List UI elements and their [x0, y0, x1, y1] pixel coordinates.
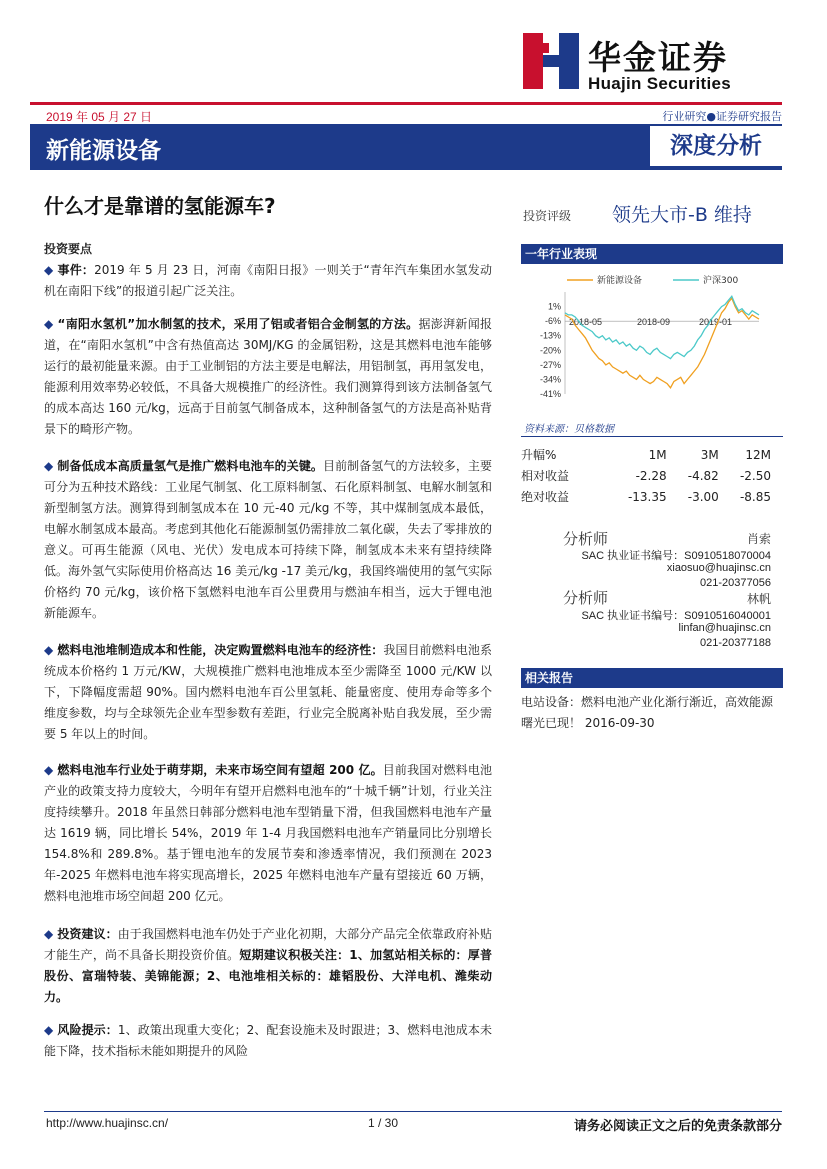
table-header-cell: 升幅%	[521, 448, 557, 462]
table-header-row	[521, 444, 771, 465]
report-category: 行业研究●证券研究报告	[662, 110, 782, 123]
analyst-phone: 021-20377056	[700, 577, 771, 589]
diamond-bullet-icon: ◆	[44, 459, 54, 473]
related-heading: 相关报告	[521, 668, 783, 688]
y-tick-label: -6%	[544, 316, 561, 327]
table-cell: -4.82	[687, 468, 719, 483]
header-divider	[30, 102, 782, 105]
performance-table	[521, 444, 771, 507]
y-tick-label: -34%	[539, 374, 561, 385]
table-header-cell: 1M	[648, 447, 667, 462]
series-line	[565, 296, 759, 358]
x-tick-label: 2019-01	[699, 317, 733, 328]
legend-label: 沪深300	[703, 276, 739, 286]
diamond-bullet-icon: ◆	[44, 1023, 54, 1037]
analyst-label: 分析师	[563, 589, 609, 607]
page-number: 1 / 30	[368, 1116, 399, 1130]
footer-disclaimer: 请务必阅读正文之后的免责条款部分	[573, 1119, 782, 1134]
diamond-bullet-icon: ◆	[44, 317, 54, 331]
analyst-name: 肖索	[746, 532, 771, 546]
huajin-logo-icon	[523, 33, 579, 89]
report-date: 2019 年 05 月 27 日	[46, 110, 153, 124]
x-tick-label: 2018-09	[637, 317, 671, 328]
analyst-sac: SAC 执业证书编号：S0910516040001	[581, 610, 771, 622]
report-title: 什么才是靠谱的氢能源车?	[44, 194, 276, 218]
table-row	[521, 465, 771, 486]
key-point-water-hydrogen: ◆ “南阳水氢机”加水制氢的技术，采用了铝或者铝合金制氢的方法。据澎湃新闻报道，在“南阳水氢机”中含有热值高达 30MJ/KG 的金属铝粉，这是其燃料电池车能够运行的最初能量来源。由于工业制铝的方法主要是电解法，用铝制氢，再用氢发电，能源利用效率势必较低，不具备大规模推广的经济性。我们测算得到该方法制备氢气的成本高达 160 元/kg，远高于目前氢气制备成本，这种制备氢气的方法是高补贴背景下的畸形产物。	[44, 317, 492, 436]
diamond-bullet-icon: ◆	[44, 263, 54, 277]
analyst-sac: SAC 执业证书编号：S0910518070004	[581, 550, 771, 562]
y-tick-label: -20%	[539, 345, 561, 356]
perf-heading: 一年行业表现	[521, 244, 783, 264]
sector-title: 新能源设备	[46, 138, 161, 164]
rating-label: 投资评级	[523, 209, 572, 223]
diamond-bullet-icon: ◆	[44, 643, 54, 657]
table-cell: -13.35	[627, 489, 667, 504]
table-cell: -2.28	[635, 468, 667, 483]
key-point-hydrogen-cost: ◆ 制备低成本高质量氢气是推广燃料电池车的关键。目前制备氢气的方法较多，主要可分为五种技术路线：工业尾气制氢、化工原料制氢、石化原料制氢、电解水制氢和新型制氢方法。测算得到制氢成本在 10 元-40 元/kg 不等，其中煤制氢成本最低，电解水制氢成本最高。考虑到其他化石能源制氢仍需排放二氧化碳，失去了零排放的意义。可再生能源（风电、光伏）发电成本可持续下降，制氢成本未来有望持续降低。海外氢气实际使用价格高达 16 美元/kg -17 美元/kg，我国终端使用的氢气实际价格约 70 元/kg，该价格下氢燃料电池车百公里费用与燃油车相当，远大于锂电池新能源车。	[44, 459, 492, 620]
y-tick-label: -27%	[539, 359, 561, 370]
source-divider	[521, 436, 783, 437]
table-cell: -2.50	[739, 468, 771, 483]
y-tick-label: -13%	[539, 330, 561, 341]
y-tick-label: 1%	[547, 301, 561, 312]
table-cell: 相对收益	[521, 469, 570, 483]
rating-value: 领先大市-B 维持	[612, 204, 752, 226]
table-cell: -8.85	[739, 489, 771, 504]
diamond-bullet-icon: ◆	[44, 763, 54, 777]
key-points-heading: 投资要点	[44, 242, 93, 256]
y-tick-label: -41%	[539, 389, 561, 399]
performance-chart	[521, 268, 783, 418]
analyst-name: 林帆	[746, 592, 771, 606]
key-point-event: ◆ 事件：2019 年 5 月 23 日，河南《南阳日报》一则关于“青年汽车集团水氢发动机在南阳下线”的报道引起广泛关注。	[44, 263, 492, 298]
table-header-cell: 3M	[700, 447, 719, 462]
table-row	[521, 486, 771, 507]
diamond-bullet-icon: ◆	[44, 927, 54, 941]
analyst-email[interactable]: linfan@huajinsc.cn	[678, 622, 771, 634]
key-point-risks: ◆ 风险提示：1、政策出现重大变化；2、配套设施未及时跟进；3、燃料电池成本未能下降，技术指标未能如期提升的风险	[44, 1023, 492, 1058]
key-point-stack-cost: ◆ 燃料电池堆制造成本和性能，决定购置燃料电池车的经济性：我国目前燃料电池系统成本价格约 1 万元/KW，大规模推广燃料电池堆成本至少需降至 1000 元/KW 以下，下降幅度需超 90%。国内燃料电池车百公里氢耗、能量密度、使用寿命等多个维度参数，均与全球领先企业车型参数有差距，行业完全脱离补贴自我发展，至少需要 5 年以上的时间。	[44, 643, 492, 741]
key-point-market-space: ◆ 燃料电池车行业处于萌芽期，未来市场空间有望超 200 亿。目前我国对燃料电池产业的政策支持力度较大，今明年有望开启燃料电池车的“十城千辆”计划，行业关注度持续攀升。2018 年虽然日韩部分燃料电池车型销量下滑，但我国燃料电池车产量达 1619 辆，同比增长 54%，2019 年 1-4 月我国燃料电池车产销量同比分别增长 154.8%和 289.8%。基于锂电池车的发展节奏和渗透率情况，我们预测在 2023 年-2025 年燃料电池车将实现高增长，2025 年燃料电池车产量有望接近 60 万辆，燃料电池堆市场空间超 200 亿元。	[44, 763, 492, 903]
footer-divider	[44, 1111, 782, 1112]
chart-source: 资料来源：贝格数据	[524, 424, 614, 435]
table-cell: 绝对收益	[521, 490, 570, 504]
analyst-email[interactable]: xiaosuo@huajinsc.cn	[666, 562, 771, 574]
footer-url[interactable]: http://www.huajinsc.cn/	[46, 1116, 169, 1130]
table-header-cell: 12M	[745, 447, 771, 462]
brand-name-en: Huajin Securities	[588, 74, 732, 93]
table-cell: -3.00	[687, 489, 719, 504]
legend-label: 新能源设备	[597, 276, 643, 286]
series-line	[565, 298, 759, 388]
analyst-phone: 021-20377188	[700, 637, 771, 649]
report-type-badge: 深度分析	[650, 126, 782, 166]
x-tick-label: 2018-05	[569, 317, 603, 328]
analyst-label: 分析师	[563, 530, 609, 548]
related-report-item[interactable]: 电站设备：燃料电池产业化渐行渐近，高效能源曙光已现！ 2016-09-30	[521, 695, 774, 730]
key-point-investment-advice: ◆ 投资建议：由于我国燃料电池车仍处于产业化初期，大部分产品完全依靠政府补贴才能生产，尚不具备长期投资价值。短期建议积极关注：1、加氢站相关标的：厚普股份、富瑞特装、美锦能源；2、电池堆相关标的：雄韬股份、大洋电机、潍柴动力。	[44, 927, 492, 1004]
brand-name-cn: 华金证券	[588, 38, 728, 77]
